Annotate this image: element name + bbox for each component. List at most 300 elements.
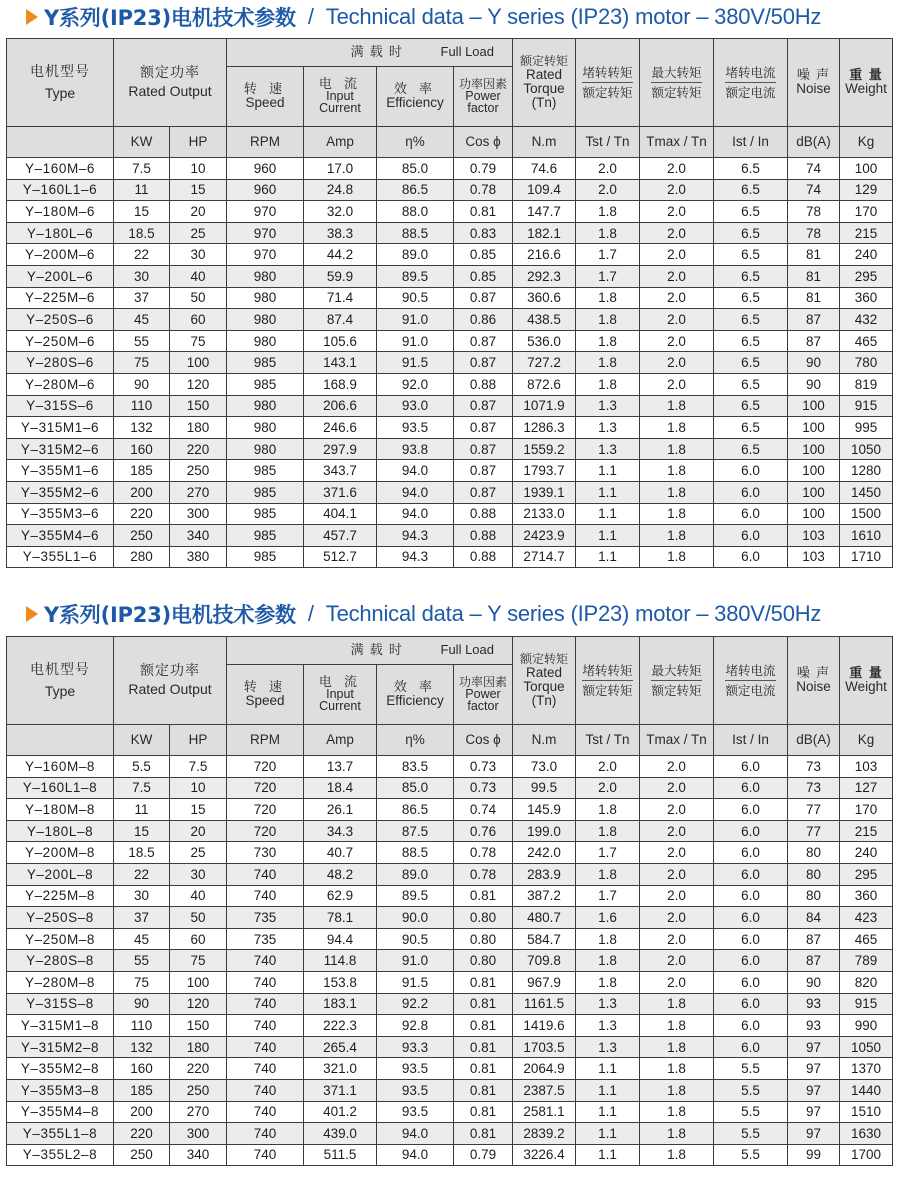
cell-value: 87.4	[304, 309, 377, 331]
cell-value: 1.3	[576, 395, 640, 417]
cell-value: 740	[227, 1079, 304, 1101]
cell-value: 220	[170, 438, 227, 460]
cell-value: 512.7	[304, 546, 377, 568]
cell-value: 62.9	[304, 885, 377, 907]
cell-value: 980	[227, 309, 304, 331]
cell-value: 6.0	[714, 907, 788, 929]
units-row	[7, 127, 893, 158]
cell-value: 6.0	[714, 777, 788, 799]
cell-value: 0.81	[454, 1101, 513, 1123]
cell-value: 740	[227, 863, 304, 885]
cell-value: 44.2	[304, 244, 377, 266]
cell-value: 2.0	[576, 179, 640, 201]
cell-value: 1.8	[640, 993, 714, 1015]
cell-value: 6.0	[714, 799, 788, 821]
technical-data-table	[6, 636, 893, 1166]
cell-value: 380	[170, 546, 227, 568]
cell-value: 25	[170, 222, 227, 244]
cell-value: 371.6	[304, 481, 377, 503]
cell-value: 1.7	[576, 265, 640, 287]
cell-value: 74	[788, 179, 840, 201]
cell-value: 97	[788, 1101, 840, 1123]
cell-value: 0.81	[454, 971, 513, 993]
cell-value: 88.5	[377, 222, 454, 244]
cell-value: 86.5	[377, 799, 454, 821]
cell-value: 1.8	[640, 1123, 714, 1145]
cell-value: 93	[788, 993, 840, 1015]
table-row	[7, 799, 893, 821]
cell-value: 1710	[840, 546, 893, 568]
cell-value: 6.5	[714, 265, 788, 287]
table-row	[7, 928, 893, 950]
cell-value: 6.0	[714, 546, 788, 568]
table-row	[7, 546, 893, 568]
cell-value: 153.8	[304, 971, 377, 993]
cell-value: 985	[227, 503, 304, 525]
cell-value: 740	[227, 1036, 304, 1058]
cell-value: 740	[227, 993, 304, 1015]
cell-value: 168.9	[304, 373, 377, 395]
cell-value: 103	[788, 546, 840, 568]
cell-value: 439.0	[304, 1123, 377, 1145]
cell-value: 2.0	[640, 330, 714, 352]
cell-value: 1.6	[576, 907, 640, 929]
unit-nm: N.m	[513, 127, 576, 158]
cell-value: 80	[788, 885, 840, 907]
cell-value: 0.87	[454, 481, 513, 503]
cell-value: 0.76	[454, 820, 513, 842]
cell-value: 94.0	[377, 503, 454, 525]
cell-value: 371.1	[304, 1079, 377, 1101]
cell-value: 970	[227, 201, 304, 223]
cell-value: 0.88	[454, 503, 513, 525]
cell-value: 78	[788, 222, 840, 244]
cell-value: 100	[788, 481, 840, 503]
cell-value: 99.5	[513, 777, 576, 799]
cell-value: 404.1	[304, 503, 377, 525]
cell-value: 45	[114, 928, 170, 950]
table-row	[7, 395, 893, 417]
cell-value: 38.3	[304, 222, 377, 244]
cell-value: 2.0	[640, 373, 714, 395]
cell-value: 1.8	[640, 460, 714, 482]
cell-value: 2.0	[640, 842, 714, 864]
title-en: Technical data – Y series (IP23) motor – 380V/50Hz	[325, 4, 822, 29]
cell-value: 1.3	[576, 438, 640, 460]
cell-value: 22	[114, 244, 170, 266]
cell-value: 250	[114, 1144, 170, 1166]
header-ist-in: $\frac{\text{堵转电流}}{\text{额定电流}}$	[714, 39, 788, 127]
cell-value: 735	[227, 907, 304, 929]
cell-value: 60	[170, 928, 227, 950]
cell-value: 37	[114, 287, 170, 309]
cell-type: Y–250M–8	[7, 928, 114, 950]
cell-value: 0.78	[454, 842, 513, 864]
cell-value: 6.0	[714, 503, 788, 525]
table-row	[7, 950, 893, 972]
cell-value: 2.0	[640, 287, 714, 309]
cell-value: 2.0	[640, 158, 714, 180]
cell-value: 1610	[840, 525, 893, 547]
cell-value: 240	[840, 842, 893, 864]
cell-value: 200	[114, 481, 170, 503]
cell-value: 94.0	[377, 481, 454, 503]
unit-hp: HP	[170, 725, 227, 756]
cell-type: Y–355M4–6	[7, 525, 114, 547]
cell-value: 1.3	[576, 417, 640, 439]
cell-value: 0.83	[454, 222, 513, 244]
unit-amp: Amp	[304, 725, 377, 756]
cell-value: 985	[227, 352, 304, 374]
table-row	[7, 330, 893, 352]
cell-value: 0.73	[454, 777, 513, 799]
header-full-load: 满 载 时 Full Load	[227, 39, 513, 67]
cell-value: 915	[840, 395, 893, 417]
cell-value: 720	[227, 799, 304, 821]
cell-value: 93.3	[377, 1036, 454, 1058]
cell-value: 1071.9	[513, 395, 576, 417]
cell-value: 2581.1	[513, 1101, 576, 1123]
cell-value: 5.5	[714, 1101, 788, 1123]
cell-value: 90.5	[377, 928, 454, 950]
unit-cos: Cos ϕ	[454, 127, 513, 158]
cell-value: 1.7	[576, 842, 640, 864]
cell-value: 6.0	[714, 993, 788, 1015]
cell-value: 93.5	[377, 1101, 454, 1123]
cell-value: 980	[227, 265, 304, 287]
cell-value: 295	[840, 265, 893, 287]
table-row	[7, 885, 893, 907]
cell-value: 40.7	[304, 842, 377, 864]
unit-hp: HP	[170, 127, 227, 158]
cell-value: 182.1	[513, 222, 576, 244]
cell-value: 967.9	[513, 971, 576, 993]
cell-value: 0.80	[454, 907, 513, 929]
cell-type: Y–280S–6	[7, 352, 114, 374]
unit-db: dB(A)	[788, 127, 840, 158]
header-input-current: 电 流 Input Current	[304, 665, 377, 725]
cell-type: Y–180L–8	[7, 820, 114, 842]
header-power-factor: 功率因素 Power factor	[454, 665, 513, 725]
header-speed: 转 速 Speed	[227, 67, 304, 127]
cell-type: Y–355M3–6	[7, 503, 114, 525]
cell-value: 80	[788, 842, 840, 864]
unit-ist: Ist / In	[714, 725, 788, 756]
cell-value: 0.80	[454, 928, 513, 950]
cell-type: Y–355L1–8	[7, 1123, 114, 1145]
table-row	[7, 971, 893, 993]
cell-value: 55	[114, 950, 170, 972]
cell-value: 265.4	[304, 1036, 377, 1058]
cell-type: Y–250M–6	[7, 330, 114, 352]
cell-value: 30	[114, 265, 170, 287]
cell-value: 0.73	[454, 756, 513, 778]
cell-value: 401.2	[304, 1101, 377, 1123]
table-row	[7, 481, 893, 503]
table-row	[7, 309, 893, 331]
cell-value: 5.5	[114, 756, 170, 778]
unit-rpm: RPM	[227, 127, 304, 158]
cell-value: 2.0	[640, 971, 714, 993]
header-tst-tn: $\frac{\text{堵转转矩}}{\text{额定转矩}}$	[576, 39, 640, 127]
cell-value: 75	[170, 950, 227, 972]
cell-type: Y–250S–6	[7, 309, 114, 331]
cell-value: 1.1	[576, 525, 640, 547]
cell-value: 37	[114, 907, 170, 929]
cell-value: 1.3	[576, 1015, 640, 1037]
cell-value: 100	[788, 395, 840, 417]
cell-value: 300	[170, 1123, 227, 1145]
cell-type: Y–180M–8	[7, 799, 114, 821]
cell-value: 90	[114, 993, 170, 1015]
cell-value: 143.1	[304, 352, 377, 374]
cell-value: 242.0	[513, 842, 576, 864]
title-zh: Y系列(IP23)电机技术参数	[44, 6, 296, 30]
cell-value: 93	[788, 1015, 840, 1037]
cell-value: 985	[227, 373, 304, 395]
cell-value: 6.5	[714, 179, 788, 201]
cell-value: 0.88	[454, 373, 513, 395]
cell-value: 360.6	[513, 287, 576, 309]
cell-type: Y–315M2–8	[7, 1036, 114, 1058]
cell-value: 985	[227, 546, 304, 568]
header-type: 电机型号 Type	[7, 637, 114, 725]
cell-value: 85.0	[377, 777, 454, 799]
cell-value: 740	[227, 971, 304, 993]
title-en: Technical data – Y series (IP23) motor – 380V/50Hz	[325, 601, 822, 626]
cell-value: 91.5	[377, 971, 454, 993]
cell-value: 114.8	[304, 950, 377, 972]
unit-tmax: Tmax / Tn	[640, 725, 714, 756]
cell-value: 1419.6	[513, 1015, 576, 1037]
cell-value: 100	[170, 971, 227, 993]
cell-value: 297.9	[304, 438, 377, 460]
cell-value: 0.81	[454, 1015, 513, 1037]
cell-value: 83.5	[377, 756, 454, 778]
units-row	[7, 725, 893, 756]
cell-value: 50	[170, 907, 227, 929]
table-row	[7, 503, 893, 525]
cell-value: 1.8	[640, 417, 714, 439]
cell-value: 90.5	[377, 287, 454, 309]
cell-value: 1.8	[576, 352, 640, 374]
cell-value: 170	[840, 201, 893, 223]
cell-value: 0.78	[454, 863, 513, 885]
cell-value: 89.5	[377, 265, 454, 287]
cell-value: 0.87	[454, 438, 513, 460]
cell-value: 90	[788, 352, 840, 374]
cell-value: 1.8	[576, 971, 640, 993]
cell-value: 1.8	[640, 525, 714, 547]
cell-value: 1370	[840, 1058, 893, 1080]
cell-value: 2064.9	[513, 1058, 576, 1080]
cell-value: 1.8	[640, 395, 714, 417]
cell-value: 87.5	[377, 820, 454, 842]
header-ist-in: $\frac{\text{堵转电流}}{\text{额定电流}}$	[714, 637, 788, 725]
cell-value: 92.8	[377, 1015, 454, 1037]
cell-value: 819	[840, 373, 893, 395]
cell-value: 74	[788, 158, 840, 180]
cell-value: 2.0	[640, 820, 714, 842]
unit-tst: Tst / Tn	[576, 725, 640, 756]
cell-value: 1.1	[576, 1079, 640, 1101]
cell-value: 11	[114, 799, 170, 821]
cell-value: 6.5	[714, 438, 788, 460]
cell-type: Y–250S–8	[7, 907, 114, 929]
table-row	[7, 1101, 893, 1123]
cell-value: 50	[170, 287, 227, 309]
cell-value: 740	[227, 1101, 304, 1123]
cell-value: 180	[170, 1036, 227, 1058]
header-rated-torque: 额定转矩 Rated Torque (Tn)	[513, 637, 576, 725]
cell-value: 0.81	[454, 885, 513, 907]
title-separator: /	[307, 601, 314, 626]
section-title	[8, 599, 821, 629]
cell-value: 0.88	[454, 525, 513, 547]
cell-value: 2.0	[640, 309, 714, 331]
table-row	[7, 820, 893, 842]
cell-value: 280	[114, 546, 170, 568]
cell-value: 1.8	[576, 950, 640, 972]
cell-type: Y–355M2–8	[7, 1058, 114, 1080]
table-row	[7, 222, 893, 244]
cell-type: Y–315M1–6	[7, 417, 114, 439]
cell-value: 1.8	[640, 1144, 714, 1166]
cell-value: 295	[840, 863, 893, 885]
cell-value: 6.0	[714, 1036, 788, 1058]
cell-type: Y–200L–8	[7, 863, 114, 885]
cell-value: 90	[114, 373, 170, 395]
cell-value: 1.8	[576, 330, 640, 352]
cell-value: 2.0	[640, 352, 714, 374]
cell-value: 6.0	[714, 820, 788, 842]
cell-value: 780	[840, 352, 893, 374]
cell-type: Y–180L–6	[7, 222, 114, 244]
cell-type: Y–315S–8	[7, 993, 114, 1015]
unit-tst: Tst / Tn	[576, 127, 640, 158]
cell-value: 2.0	[640, 928, 714, 950]
cell-value: 990	[840, 1015, 893, 1037]
cell-type: Y–280S–8	[7, 950, 114, 972]
table-row	[7, 352, 893, 374]
cell-value: 5.5	[714, 1123, 788, 1145]
cell-value: 300	[170, 503, 227, 525]
cell-value: 100	[788, 460, 840, 482]
cell-value: 465	[840, 928, 893, 950]
cell-value: 0.85	[454, 265, 513, 287]
header-speed: 转 速 Speed	[227, 665, 304, 725]
cell-value: 18.4	[304, 777, 377, 799]
cell-value: 2.0	[576, 777, 640, 799]
cell-value: 87	[788, 950, 840, 972]
cell-value: 87	[788, 330, 840, 352]
cell-type: Y–355M1–6	[7, 460, 114, 482]
cell-value: 222.3	[304, 1015, 377, 1037]
cell-value: 740	[227, 1144, 304, 1166]
cell-value: 215	[840, 222, 893, 244]
cell-value: 250	[170, 1079, 227, 1101]
cell-value: 340	[170, 1144, 227, 1166]
cell-value: 15	[170, 799, 227, 821]
cell-value: 85.0	[377, 158, 454, 180]
cell-value: 1.1	[576, 481, 640, 503]
cell-value: 22	[114, 863, 170, 885]
table-row	[7, 201, 893, 223]
cell-value: 11	[114, 179, 170, 201]
cell-value: 1050	[840, 438, 893, 460]
cell-value: 200	[114, 1101, 170, 1123]
cell-value: 24.8	[304, 179, 377, 201]
cell-value: 1440	[840, 1079, 893, 1101]
cell-value: 2.0	[640, 950, 714, 972]
cell-value: 360	[840, 885, 893, 907]
cell-value: 7.5	[114, 777, 170, 799]
cell-type: Y–355L2–8	[7, 1144, 114, 1166]
cell-value: 1559.2	[513, 438, 576, 460]
cell-value: 0.87	[454, 460, 513, 482]
cell-value: 10	[170, 777, 227, 799]
cell-value: 0.81	[454, 1058, 513, 1080]
cell-value: 735	[227, 928, 304, 950]
cell-value: 94.0	[377, 1123, 454, 1145]
cell-type: Y–315M1–8	[7, 1015, 114, 1037]
cell-value: 480.7	[513, 907, 576, 929]
cell-value: 0.80	[454, 950, 513, 972]
cell-type: Y–180M–6	[7, 201, 114, 223]
cell-value: 2.0	[640, 799, 714, 821]
cell-value: 740	[227, 1058, 304, 1080]
unit-eff: η%	[377, 725, 454, 756]
cell-value: 215	[840, 820, 893, 842]
cell-value: 90	[788, 971, 840, 993]
cell-value: 292.3	[513, 265, 576, 287]
cell-type: Y–200L–6	[7, 265, 114, 287]
cell-value: 6.5	[714, 287, 788, 309]
cell-value: 34.3	[304, 820, 377, 842]
cell-value: 0.88	[454, 546, 513, 568]
cell-value: 457.7	[304, 525, 377, 547]
cell-type: Y–200M–6	[7, 244, 114, 266]
cell-value: 1510	[840, 1101, 893, 1123]
cell-value: 0.79	[454, 1144, 513, 1166]
cell-value: 30	[114, 885, 170, 907]
table-row	[7, 842, 893, 864]
header-tst-tn: $\frac{\text{堵转转矩}}{\text{额定转矩}}$	[576, 637, 640, 725]
cell-value: 6.5	[714, 395, 788, 417]
cell-value: 75	[114, 352, 170, 374]
cell-value: 1793.7	[513, 460, 576, 482]
cell-value: 88.0	[377, 201, 454, 223]
cell-value: 1450	[840, 481, 893, 503]
cell-value: 100	[788, 503, 840, 525]
unit-nm: N.m	[513, 725, 576, 756]
header-full-load: 满 载 时 Full Load	[227, 637, 513, 665]
cell-value: 872.6	[513, 373, 576, 395]
cell-type: Y–355M4–8	[7, 1101, 114, 1123]
cell-value: 1939.1	[513, 481, 576, 503]
cell-value: 20	[170, 201, 227, 223]
cell-value: 75	[114, 971, 170, 993]
cell-value: 216.6	[513, 244, 576, 266]
table-row	[7, 417, 893, 439]
cell-value: 1.8	[640, 438, 714, 460]
cell-value: 10	[170, 158, 227, 180]
cell-value: 340	[170, 525, 227, 547]
cell-value: 86.5	[377, 179, 454, 201]
table-row	[7, 460, 893, 482]
cell-value: 91.0	[377, 330, 454, 352]
cell-value: 2.0	[640, 265, 714, 287]
